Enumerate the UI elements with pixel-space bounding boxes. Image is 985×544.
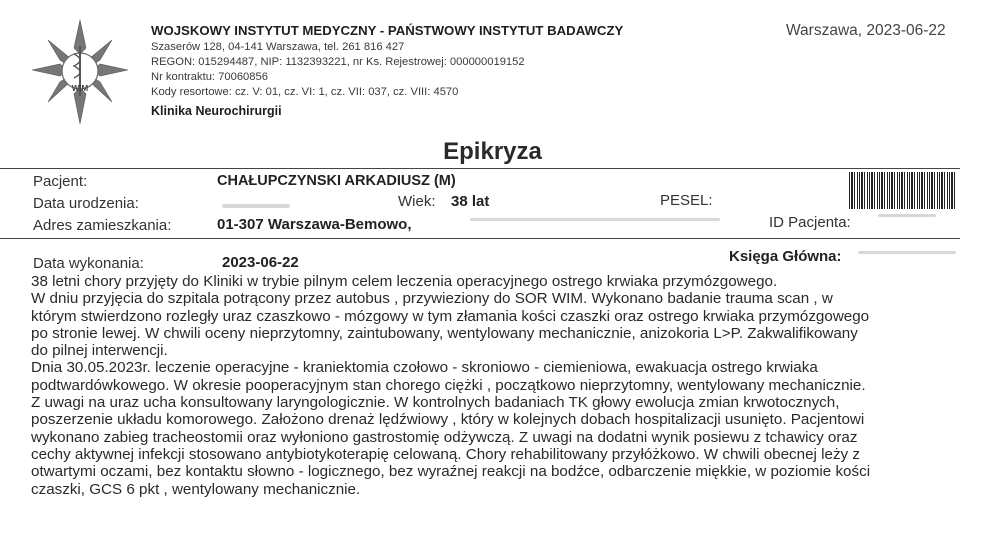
patient-id-label: ID Pacjenta: [769, 214, 851, 231]
redacted-patient-id [878, 214, 936, 217]
patient-name: CHAŁUPCZYNSKI ARKADIUSZ (M) [217, 173, 456, 189]
body-line: do pilnej interwencji. [31, 342, 168, 360]
body-line: podtwardówkowego. W okresie pooperacyjnym stan chorego ciężki , początkowo nieprzytomny, wentylowany mechanicznie. [31, 376, 866, 394]
address-label: Adres zamieszkania: [33, 217, 172, 234]
redacted-dob [222, 204, 290, 208]
execution-date-value: 2023-06-22 [222, 254, 299, 271]
body-line: po stronie lewej. W chwili oceny nieprzytomny, zaintubowany, wentylowany mechanicznie, anizokoria L>P. Zakwalifikowany [31, 324, 858, 342]
body-line: poszerzenie układu komorowego. Założono drenaż lędźwiowy , który w kolejnych dobach hospitalizacji usunięto. Pacjentowi [31, 411, 865, 429]
body-line: otwartymi oczami, bez kontaktu słowno - logicznego, bez wyraźnej reakcji na bodźce, odbarczenie miękkie, w poziomie kości [31, 463, 871, 481]
book-label: Księga Główna: [729, 248, 842, 265]
institution-name: WOJSKOWY INSTYTUT MEDYCZNY - PAŃSTWOWY INSTYTUT BADAWCZY [151, 23, 624, 38]
patient-label: Pacjent: [33, 173, 88, 190]
age-value: 38 lat [451, 193, 490, 210]
body-line: wykonano zabieg tracheostomii oraz wyłoniono gastrostomię odżywczą. Z uwagi na dodatni wynik posiewu z tchawicy oraz [31, 428, 858, 446]
wim-logo [30, 18, 130, 126]
body-line: cechy aktywnej infekcji stosowano antybiotykoterapię celowaną. Chory rehabilitowany przyłóżkowo. W chwili obecnej leży z [31, 445, 860, 463]
patient-block-rule [0, 238, 960, 239]
regon-line: REGON: 015294487, NIP: 1132393221, nr Ks. Rejestrowej: 000000019152 [151, 56, 525, 68]
address-value: 01-307 Warszawa-Bemowo, [217, 216, 412, 233]
city-date: Warszawa, 2023-06-22 [786, 22, 946, 39]
body-line: Dnia 30.05.2023r. leczenie operacyjne - kraniektomia czołowo - skroniowo - ciemieniowa, ewakuacja ostrego krwiaka [31, 359, 818, 377]
contract-line: Nr kontraktu: 70060856 [151, 71, 268, 83]
pesel-label: PESEL: [660, 192, 713, 209]
body-line: Z uwagi na uraz ucha konsultowany laryngologicznie. W kontrolnych badaniach TK głowy ewolucja zmian krwotocznych, [31, 394, 840, 412]
logo-text: WIM [71, 84, 89, 93]
address-line: Szaserów 128, 04-141 Warszawa, tel. 261 816 427 [151, 41, 405, 53]
redacted-address [470, 218, 720, 221]
dob-label: Data urodzenia: [33, 195, 139, 212]
document-title: Epikryza [443, 138, 542, 165]
title-rule [0, 168, 960, 169]
execution-date-label: Data wykonania: [33, 255, 144, 272]
redacted-book-number [858, 251, 956, 254]
epicrisis-body [31, 273, 966, 498]
clinic-name: Klinika Neurochirurgii [151, 104, 282, 118]
body-line: W dniu przyjęcia do szpitala potrącony przez autobus , przywieziony do SOR WIM. Wykonano badanie trauma scan , w [31, 290, 833, 308]
body-line: 38 letni chory przyjęty do Kliniki w trybie pilnym celem leczenia operacyjnego ostrego krwiaka przymózgowego. [31, 273, 778, 290]
codes-line: Kody resortowe: cz. V: 01, cz. VI: 1, cz. VII: 037, cz. VIII: 4570 [151, 86, 459, 98]
age-label: Wiek: [398, 193, 436, 210]
barcode [849, 172, 956, 209]
body-line: którym stwierdzono rozległy uraz czaszkowo - mózgowy w tym złamania kości czaszki oraz ostrego krwiaka przymózgowego [31, 307, 870, 325]
body-line: czaszki, GCS 6 pkt , wentylowany mechanicznie. [31, 480, 361, 498]
